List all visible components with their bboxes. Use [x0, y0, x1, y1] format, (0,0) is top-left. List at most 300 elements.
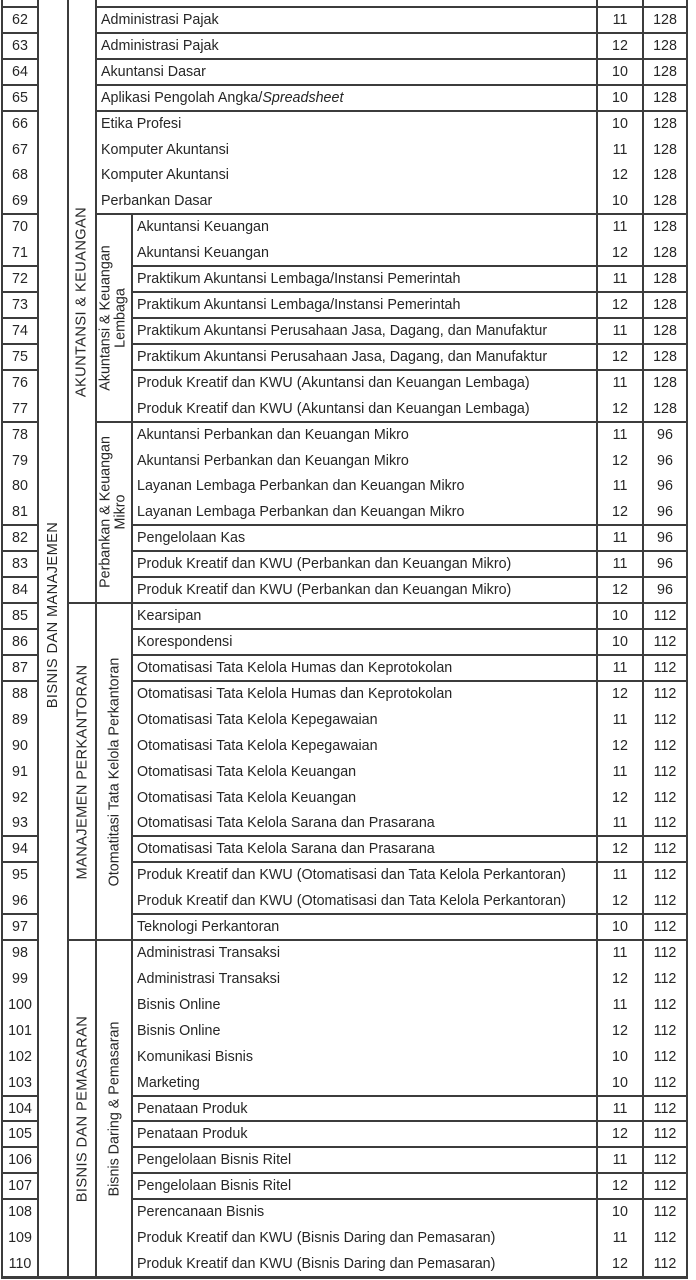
row-number-cell: 63 — [12, 37, 28, 54]
hours-cell: 112 — [653, 1100, 677, 1117]
grade-cell: 11 — [612, 945, 628, 961]
row-number-cell: 81 — [12, 504, 28, 521]
subject-text: Praktikum Akuntansi Lembaga/Instansi Pemerintah — [137, 271, 461, 288]
subject-text: Etika Profesi — [101, 115, 182, 132]
subject-text: Otomatisasi Tata Kelola Kepegawaian — [137, 737, 378, 754]
hours-cell: 128 — [653, 11, 677, 28]
subject-cell — [132, 914, 597, 940]
hours-cell: 112 — [653, 763, 677, 780]
grade-cell: 11 — [612, 659, 628, 676]
row-rule — [2, 861, 38, 863]
hours-cell: 112 — [653, 1074, 677, 1091]
row-number-cell: 74 — [12, 322, 28, 339]
row-rule — [96, 110, 687, 112]
program-label — [68, 0, 96, 603]
subject-cell — [96, 85, 597, 111]
subject-cell — [132, 992, 597, 1018]
subject-text: Layanan Lembaga Perbankan dan Keuangan Mikro — [137, 504, 465, 521]
grade-cell: 11 — [612, 271, 628, 288]
subject-cell — [132, 785, 597, 811]
subject-cell — [132, 810, 597, 836]
row-rule — [96, 421, 687, 423]
row-number-cell: 96 — [12, 893, 28, 910]
grade-cell: 12 — [612, 400, 628, 417]
hours-cell: 128 — [653, 89, 677, 106]
row-number-cell: 93 — [12, 815, 28, 832]
subject-text: Pengelolaan Bisnis Ritel — [137, 1178, 292, 1195]
subject-cell — [132, 759, 597, 785]
row-rule — [132, 1172, 687, 1174]
subject-cell — [132, 344, 597, 370]
row-rule — [96, 213, 687, 215]
subject-text: Komunikasi Bisnis — [137, 1048, 254, 1065]
row-rule — [2, 32, 38, 34]
subject-cell — [132, 655, 597, 681]
row-rule — [68, 939, 687, 941]
subject-cell — [132, 940, 597, 966]
grade-cell: 11 — [612, 530, 628, 547]
subject-cell — [132, 1199, 597, 1225]
row-number-cell: 87 — [12, 659, 28, 676]
row-number-cell: 84 — [12, 582, 28, 599]
row-rule — [2, 576, 38, 578]
row-rule — [2, 550, 38, 552]
subject-text: Bisnis Online — [137, 996, 221, 1013]
subject-text: Teknologi Perkantoran — [137, 919, 280, 936]
subject-cell — [132, 1121, 597, 1147]
subject-text: Otomatisasi Tata Kelola Humas dan Keprotokolan — [137, 659, 453, 676]
hours-cell: 112 — [653, 1256, 677, 1273]
grade-cell: 11 — [612, 478, 628, 495]
subject-cell — [132, 1251, 597, 1277]
competency-label — [96, 214, 132, 421]
subject-cell — [96, 137, 597, 163]
row-number-cell: 72 — [12, 271, 28, 288]
row-number-cell: 77 — [12, 400, 28, 417]
field-label-text: BISNIS DAN MANAJEMEN — [44, 521, 61, 709]
subject-cell — [132, 1147, 597, 1173]
subject-cell — [96, 188, 597, 214]
subject-text: Produk Kreatif dan KWU (Akuntansi dan Keuangan Lembaga) — [137, 374, 530, 391]
competency-label-text-line2: Mikro — [112, 494, 129, 530]
grade-cell: 11 — [612, 1100, 628, 1117]
hours-cell: 112 — [653, 841, 677, 858]
grade-cell: 10 — [612, 633, 628, 650]
grade-cell: 10 — [612, 1204, 628, 1221]
row-rule — [132, 913, 687, 915]
subject-text: Perencanaan Bisnis — [137, 1204, 265, 1221]
row-rule — [132, 1095, 687, 1097]
row-number-cell: 104 — [8, 1100, 32, 1117]
row-rule — [2, 602, 38, 604]
subject-text-italic: Spreadsheet — [262, 89, 344, 106]
subject-cell — [132, 862, 597, 888]
competency-label-text: Akuntansi & Keuangan — [97, 245, 114, 391]
row-number-cell: 64 — [12, 63, 28, 80]
hours-cell: 96 — [657, 582, 673, 599]
hours-cell: 112 — [653, 996, 677, 1013]
row-rule — [132, 861, 687, 863]
row-rule — [132, 654, 687, 656]
row-rule — [2, 110, 38, 112]
row-rule — [2, 913, 38, 915]
row-rule — [132, 1146, 687, 1148]
row-number-cell: 98 — [12, 945, 28, 961]
hours-cell: 128 — [653, 193, 677, 210]
grade-cell: 10 — [612, 1074, 628, 1091]
grade-cell: 12 — [612, 1178, 628, 1195]
field-label — [38, 365, 68, 865]
subject-cell — [132, 422, 597, 448]
hours-cell: 112 — [653, 945, 677, 961]
hours-cell: 112 — [653, 1230, 677, 1247]
row-rule — [2, 213, 38, 215]
competency-label-text: Otomatitasi Tata Kelola Perkantoran — [105, 657, 122, 886]
row-number-cell: 106 — [8, 1152, 32, 1169]
grade-cell: 10 — [612, 89, 628, 106]
subject-cell — [132, 733, 597, 759]
subject-cell — [96, 111, 597, 137]
grade-cell: 11 — [612, 815, 628, 832]
row-number-cell: 88 — [12, 685, 28, 702]
hours-cell: 112 — [653, 711, 677, 728]
row-rule — [2, 524, 38, 526]
hours-cell: 112 — [653, 659, 677, 676]
subject-text: Otomatisasi Tata Kelola Sarana dan Prasarana — [137, 841, 435, 858]
hours-cell: 112 — [653, 1126, 677, 1143]
row-rule — [132, 369, 687, 371]
competency-label — [96, 603, 132, 940]
row-number-cell: 92 — [12, 789, 28, 806]
subject-text: Praktikum Akuntansi Perusahaan Jasa, Dagang, dan Manufaktur — [137, 322, 548, 339]
hours-cell: 112 — [653, 1152, 677, 1169]
grade-cell: 12 — [612, 504, 628, 521]
subject-cell — [132, 396, 597, 422]
subject-text: Praktikum Akuntansi Perusahaan Jasa, Dagang, dan Manufaktur — [137, 348, 548, 365]
row-rule — [2, 84, 38, 86]
subject-cell — [132, 370, 597, 396]
competency-label — [96, 940, 132, 1277]
subject-cell — [132, 681, 597, 707]
subject-text: Akuntansi Perbankan dan Keuangan Mikro — [137, 426, 409, 443]
hours-cell: 96 — [657, 504, 673, 521]
subject-cell — [132, 888, 597, 914]
subject-text: Pengelolaan Bisnis Ritel — [137, 1152, 292, 1169]
hours-cell: 112 — [653, 608, 677, 625]
subject-text: Administrasi Pajak — [101, 37, 219, 54]
hours-cell: 128 — [653, 245, 677, 262]
subject-text: Akuntansi Perbankan dan Keuangan Mikro — [137, 452, 409, 469]
competency-label — [96, 422, 132, 603]
row-rule — [132, 576, 687, 578]
row-number-cell: 85 — [12, 608, 28, 625]
subject-text: Praktikum Akuntansi Lembaga/Instansi Pemerintah — [137, 297, 461, 314]
grade-cell: 11 — [612, 426, 628, 443]
subject-text: Produk Kreatif dan KWU (Bisnis Daring dan Pemasaran) — [137, 1230, 496, 1247]
row-number-cell: 82 — [12, 530, 28, 547]
row-number-cell: 66 — [12, 115, 28, 132]
hours-cell: 112 — [653, 1048, 677, 1065]
subject-cell — [132, 836, 597, 862]
hours-cell: 128 — [653, 400, 677, 417]
subject-cell — [132, 551, 597, 577]
subject-text: Administrasi Pajak — [101, 11, 219, 28]
subject-text: Bisnis Online — [137, 1022, 221, 1039]
grade-cell: 12 — [612, 737, 628, 754]
subject-text: Produk Kreatif dan KWU (Bisnis Daring dan Pemasaran) — [137, 1256, 496, 1273]
subject-cell — [132, 707, 597, 733]
row-number-cell: 95 — [12, 867, 28, 884]
row-number-cell: 90 — [12, 737, 28, 754]
row-number-cell: 68 — [12, 167, 28, 184]
row-rule — [2, 1172, 38, 1174]
program-label — [68, 603, 96, 940]
program-label-text: BISNIS DAN PEMASARAN — [73, 1015, 90, 1202]
grade-cell: 11 — [612, 867, 628, 884]
grade-cell: 11 — [612, 763, 628, 780]
grade-cell: 12 — [612, 789, 628, 806]
grade-cell: 12 — [612, 167, 628, 184]
subject-cell — [132, 240, 597, 266]
subject-cell — [132, 499, 597, 525]
row-number-cell: 83 — [12, 556, 28, 573]
subject-cell — [96, 59, 597, 85]
subject-text: Korespondensi — [137, 633, 233, 650]
row-number-cell: 73 — [12, 297, 28, 314]
row-number-cell: 100 — [8, 996, 32, 1013]
grade-cell: 11 — [612, 1152, 628, 1169]
subject-text: Akuntansi Dasar — [101, 63, 206, 80]
hours-cell: 96 — [657, 478, 673, 495]
subject-text: Komputer Akuntansi — [101, 141, 229, 158]
subject-text: Otomatisasi Tata Kelola Sarana dan Prasarana — [137, 815, 435, 832]
subject-text: Produk Kreatif dan KWU (Perbankan dan Keuangan Mikro) — [137, 582, 512, 599]
subject-cell — [132, 1070, 597, 1096]
hours-cell: 128 — [653, 63, 677, 80]
row-number-cell: 78 — [12, 426, 28, 443]
competency-label-text: Perbankan & Keuangan — [97, 436, 114, 589]
row-rule — [132, 550, 687, 552]
subject-text: Kearsipan — [137, 608, 202, 625]
grade-cell: 10 — [612, 1048, 628, 1065]
grade-cell: 12 — [612, 970, 628, 987]
hours-cell: 112 — [653, 1204, 677, 1221]
subject-cell — [132, 1096, 597, 1122]
hours-cell: 112 — [653, 789, 677, 806]
hours-cell: 128 — [653, 167, 677, 184]
grade-cell: 11 — [612, 219, 628, 236]
grade-cell: 12 — [612, 1256, 628, 1273]
grade-cell: 10 — [612, 608, 628, 625]
subject-cell — [132, 1044, 597, 1070]
row-rule — [132, 1198, 687, 1200]
row-number-cell: 62 — [12, 11, 28, 28]
subject-text: Penataan Produk — [137, 1126, 248, 1143]
row-number-cell: 79 — [12, 452, 28, 469]
subject-text: Administrasi Transaksi — [137, 970, 281, 987]
grade-cell: 12 — [612, 1022, 628, 1039]
subject-text: Komputer Akuntansi — [101, 167, 229, 184]
hours-cell: 128 — [653, 297, 677, 314]
subject-text: Otomatisasi Tata Kelola Kepegawaian — [137, 711, 378, 728]
row-rule — [132, 317, 687, 319]
grade-cell: 10 — [612, 115, 628, 132]
subject-cell — [132, 1225, 597, 1251]
row-rule — [2, 58, 38, 60]
row-rule — [2, 265, 38, 267]
subject-cell — [132, 1173, 597, 1199]
subject-text: Aplikasi Pengolah Angka/ — [101, 89, 263, 106]
grade-cell: 12 — [612, 348, 628, 365]
hours-cell: 112 — [653, 685, 677, 702]
grade-cell: 11 — [612, 996, 628, 1013]
row-rule — [2, 421, 38, 423]
row-rule — [2, 628, 38, 630]
hours-cell: 96 — [657, 556, 673, 573]
hours-cell: 112 — [653, 1022, 677, 1039]
subject-cell — [132, 292, 597, 318]
grade-cell: 11 — [612, 374, 628, 391]
row-rule — [132, 265, 687, 267]
hours-cell: 128 — [653, 322, 677, 339]
subject-text: Produk Kreatif dan KWU (Otomatisasi dan Tata Kelola Perkantoran) — [137, 867, 566, 884]
hours-cell: 128 — [653, 141, 677, 158]
subject-text: Administrasi Transaksi — [137, 945, 281, 961]
row-number-cell: 108 — [8, 1204, 32, 1221]
hours-cell: 96 — [657, 530, 673, 547]
grade-cell: 11 — [612, 711, 628, 728]
subject-cell — [132, 318, 597, 344]
row-rule — [2, 835, 38, 837]
subject-cell — [132, 1018, 597, 1044]
row-rule — [96, 32, 687, 34]
program-label — [68, 940, 96, 1277]
row-rule — [2, 343, 38, 345]
row-rule — [132, 524, 687, 526]
subject-text: Otomatisasi Tata Kelola Humas dan Keprotokolan — [137, 685, 453, 702]
grade-cell: 12 — [612, 297, 628, 314]
row-number-cell: 94 — [12, 841, 28, 858]
grade-cell: 11 — [612, 11, 628, 28]
hours-cell: 128 — [653, 219, 677, 236]
subject-text: Perbankan Dasar — [101, 193, 213, 210]
competency-label-text: Bisnis Daring & Pemasaran — [105, 1021, 122, 1196]
row-number-cell: 80 — [12, 478, 28, 495]
row-rule — [2, 1120, 38, 1122]
row-number-cell: 70 — [12, 219, 28, 236]
subject-cell — [132, 966, 597, 992]
row-number-cell: 75 — [12, 348, 28, 365]
grade-cell: 10 — [612, 919, 628, 936]
grade-cell: 12 — [612, 452, 628, 469]
subject-cell — [132, 214, 597, 240]
hours-cell: 128 — [653, 115, 677, 132]
grade-cell: 11 — [612, 322, 628, 339]
grade-cell: 12 — [612, 582, 628, 599]
subject-cell — [132, 525, 597, 551]
hours-cell: 128 — [653, 271, 677, 288]
grade-cell: 12 — [612, 893, 628, 910]
subject-cell — [132, 448, 597, 474]
hours-cell: 112 — [653, 893, 677, 910]
subject-cell — [96, 163, 597, 189]
grade-cell: 11 — [612, 556, 628, 573]
hours-cell: 96 — [657, 452, 673, 469]
subject-cell — [132, 266, 597, 292]
subject-cell — [132, 629, 597, 655]
hours-cell: 112 — [653, 737, 677, 754]
row-number-cell: 102 — [8, 1048, 32, 1065]
grade-cell: 11 — [612, 141, 628, 158]
subject-text: Pengelolaan Kas — [137, 530, 246, 547]
row-rule — [132, 291, 687, 293]
program-label-text: AKUNTANSI & KEUANGAN — [73, 206, 90, 397]
row-rule — [68, 602, 687, 604]
hours-cell: 112 — [653, 867, 677, 884]
row-rule — [132, 680, 687, 682]
grade-cell: 12 — [612, 841, 628, 858]
subject-cell — [132, 603, 597, 629]
row-number-cell: 109 — [8, 1230, 32, 1247]
hours-cell: 112 — [653, 815, 677, 832]
hours-cell: 112 — [653, 970, 677, 987]
row-number-cell: 71 — [12, 245, 28, 262]
row-number-cell: 91 — [12, 763, 28, 780]
row-rule — [2, 939, 38, 941]
row-rule — [2, 1146, 38, 1148]
grade-cell: 12 — [612, 685, 628, 702]
row-number-cell: 107 — [8, 1178, 32, 1195]
row-number-cell: 99 — [12, 970, 28, 987]
grade-cell: 12 — [612, 245, 628, 262]
subject-text: Akuntansi Keuangan — [137, 245, 269, 262]
row-rule — [96, 58, 687, 60]
row-number-cell: 97 — [12, 919, 28, 936]
subject-cell — [96, 33, 597, 59]
row-rule — [2, 654, 38, 656]
row-number-cell: 110 — [8, 1256, 32, 1273]
subject-text: Otomatisasi Tata Kelola Keuangan — [137, 789, 357, 806]
hours-cell: 96 — [657, 426, 673, 443]
subject-text: Penataan Produk — [137, 1100, 248, 1117]
subject-cell — [96, 7, 597, 33]
row-number-cell: 76 — [12, 374, 28, 391]
row-rule — [2, 1198, 38, 1200]
grade-cell: 12 — [612, 37, 628, 54]
row-rule — [132, 628, 687, 630]
hours-cell: 128 — [653, 37, 677, 54]
subject-text: Marketing — [137, 1074, 200, 1091]
subject-text: Layanan Lembaga Perbankan dan Keuangan Mikro — [137, 478, 465, 495]
hours-cell: 112 — [653, 1178, 677, 1195]
grade-cell: 12 — [612, 1126, 628, 1143]
subject-text: Produk Kreatif dan KWU (Akuntansi dan Keuangan Lembaga) — [137, 400, 530, 417]
row-rule — [132, 1120, 687, 1122]
row-rule — [2, 317, 38, 319]
row-number-cell: 67 — [12, 141, 28, 158]
grade-cell: 11 — [612, 1230, 628, 1247]
row-number-cell: 89 — [12, 711, 28, 728]
row-number-cell: 103 — [8, 1074, 32, 1091]
hours-cell: 128 — [653, 348, 677, 365]
row-rule — [2, 369, 38, 371]
subject-cell — [132, 474, 597, 500]
hours-cell: 112 — [653, 633, 677, 650]
row-rule — [2, 291, 38, 293]
grade-cell: 10 — [612, 193, 628, 210]
competency-label-text-line2: Lembaga — [112, 288, 129, 348]
row-rule — [132, 835, 687, 837]
